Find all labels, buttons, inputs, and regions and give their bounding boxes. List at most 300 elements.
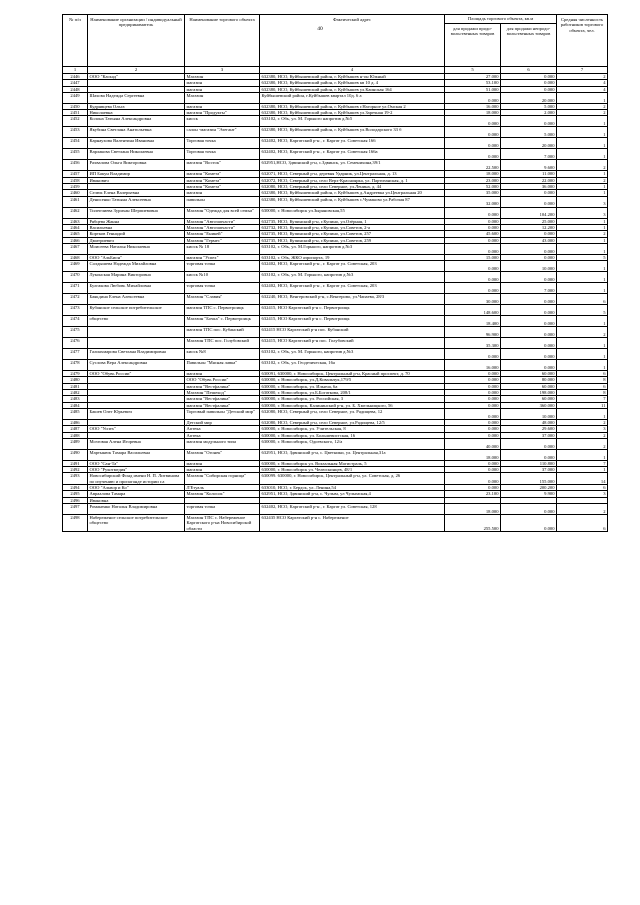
address-cell: 632732, НСО, Купинский р-н, г.Купино, ул.Советов, 2-а	[260, 224, 445, 230]
area-nonfood-cell: 9.600	[501, 160, 557, 171]
area-nonfood-cell: 0.000	[501, 294, 557, 305]
organization-cell: Моисеева Наталья Николаевна	[88, 243, 185, 254]
row-number: 2470	[63, 272, 88, 283]
address-cell: 630000, г. Новосибирск, ул.Б.Богаткова, 208/1	[260, 390, 445, 396]
staff-count-cell: 14	[557, 473, 608, 485]
area-food-cell: 53.100	[445, 80, 501, 86]
row-number: 2489	[63, 438, 88, 449]
row-number: 2465	[63, 231, 88, 237]
object-name-cell: магазин	[185, 467, 260, 473]
address-cell: 630000, г. Новосибирск ул.Зыряновская,55	[260, 207, 445, 218]
area-food-cell: 35.000	[445, 190, 501, 196]
area-food-cell: 0.000	[445, 432, 501, 438]
object-name-cell: Аптека	[185, 426, 260, 432]
object-name-cell: Магазин	[185, 92, 260, 103]
organization-cell: Луконская Марина Викторовна	[88, 272, 185, 283]
organization-cell: ООО "Каскад"	[88, 74, 185, 80]
address-cell: 632380, НСО, Куйбышевский район, г. Куйбышев кв 10 д. 4	[260, 80, 445, 86]
row-number: 2457	[63, 171, 88, 177]
staff-count-cell: 1	[557, 261, 608, 272]
organization-cell: Кубанское сельское потребительское	[88, 305, 185, 316]
header-area-food: для продажи продо-вольственных товаров	[445, 24, 501, 67]
object-name-cell: магазин модульного типа	[185, 438, 260, 449]
object-name-cell: магазин	[185, 371, 260, 377]
area-food-cell: 35.300	[445, 338, 501, 349]
staff-count-cell: 11	[557, 402, 608, 408]
area-food-cell: 51.000	[445, 86, 501, 92]
address-cell: 632951, НСО, Здвинский р-н, с. Чулым, ул Чулымская,4	[260, 491, 445, 497]
area-nonfood-cell: 0.000	[501, 243, 557, 254]
row-number: 2493	[63, 473, 88, 485]
area-food-cell: 18.000	[445, 110, 501, 116]
area-food-cell: 0.000	[445, 138, 501, 149]
organization-cell: Суслова Вера Александровна	[88, 360, 185, 371]
organization-cell: Дмитриевич	[88, 237, 185, 243]
staff-count-cell: 2	[557, 110, 608, 116]
staff-count-cell: 2	[557, 160, 608, 171]
address-cell: 632402, НСО, Каргатский р-н , г. Каргат ул. Советская, 128	[260, 503, 445, 514]
staff-count-cell: 1	[557, 218, 608, 224]
row-number: 2481	[63, 383, 88, 389]
area-nonfood-cell: 104.200	[501, 207, 557, 218]
column-number: 2	[88, 67, 185, 74]
address-cell: 632735, НСО, Купинский р-н, г.Купино, ул.Советов, 259	[260, 237, 445, 243]
object-name-cell: магазин "Вестфалика"	[185, 396, 260, 402]
area-food-cell: 0.000	[445, 419, 501, 425]
row-number: 2485	[63, 408, 88, 419]
table-row	[63, 408, 608, 419]
area-nonfood-cell: 60.000	[501, 396, 557, 402]
area-food-cell: 15.000	[445, 254, 501, 260]
staff-count-cell: 6	[557, 294, 608, 305]
area-food-cell: 0.000	[445, 390, 501, 396]
row-number: 2448	[63, 86, 88, 92]
organization-cell: Булгакова Любовь Михайловна	[88, 283, 185, 294]
area-food-cell: 0.000	[445, 218, 501, 224]
address-cell: 630000, г. Новосибирск, Калининский р-н, ул. Б. Хмельницкого, 56	[260, 402, 445, 408]
area-food-cell: 0.000	[445, 224, 501, 230]
area-food-cell: 0.000	[445, 261, 501, 272]
header-area-nonfood: для продажи непродо-вольственных товаров	[501, 24, 557, 67]
area-nonfood-cell: 0.000	[501, 514, 557, 531]
organization-cell: Якубина Светлана Анатольевна	[88, 127, 185, 138]
area-food-cell: 0.000	[445, 426, 501, 432]
column-number: 6	[501, 67, 557, 74]
object-name-cell: Магазин "Славия"	[185, 294, 260, 305]
organization-cell: Башев Олег Юрьевич	[88, 408, 185, 419]
table-row	[63, 349, 608, 360]
staff-count-cell: 2	[557, 438, 608, 449]
header-no: № п/п	[63, 15, 88, 67]
table-row	[63, 138, 608, 149]
row-number: 2453	[63, 127, 88, 138]
area-nonfood-cell: 0.000	[501, 360, 557, 371]
area-food-cell: 0.000	[445, 207, 501, 218]
area-nonfood-cell: 198.000	[501, 390, 557, 396]
area-nonfood-cell: 10.000	[501, 408, 557, 419]
row-number: 2469	[63, 261, 88, 272]
table-row	[63, 207, 608, 218]
address-cell: 633102, г. Обь, ул. М. Горького, напротив д.№3	[260, 272, 445, 283]
area-food-cell: 18.400	[445, 316, 501, 327]
organization-cell: Варлакова Светлана Николаевна	[88, 149, 185, 160]
area-nonfood-cell: 37.000	[501, 432, 557, 438]
area-nonfood-cell: 0.000	[501, 338, 557, 349]
staff-count-cell: 1	[557, 138, 608, 149]
area-nonfood-cell: 0.000	[501, 80, 557, 86]
organization-cell: Солдышева Надежда Михайловна	[88, 261, 185, 272]
object-name-cell: Магазин "Бочка" с. Первотроицк	[185, 316, 260, 327]
row-number: 2480	[63, 377, 88, 383]
address-cell: 632380, НСО, Куйбышевский район, г. Куйбышев ул.Каинская 164	[260, 86, 445, 92]
area-food-cell: 0.000	[445, 473, 501, 485]
organization-cell: Тилепчиева Зурихан Шерпиевовна	[88, 207, 185, 218]
row-number: 2464	[63, 224, 88, 230]
area-food-cell: 0.000	[445, 149, 501, 160]
address-cell: 632735, НСО, Купинский р-н, г.Купино, ул.Озёрная, 1	[260, 218, 445, 224]
table-row	[63, 149, 608, 160]
object-name-cell: Магазин "Еникей"	[185, 231, 260, 237]
object-name-cell: Магазин "Огонек"	[185, 449, 260, 460]
page-number: 40	[317, 26, 323, 32]
address-cell: 632415 НСО Каргатский р-н пос. Кубанский	[260, 327, 445, 338]
staff-count-cell: 2	[557, 74, 608, 80]
area-food-cell: 16.000	[445, 360, 501, 371]
address-cell: 632402, НСО, Каргатский р-н , г. Каргат ул. Советская 166а	[260, 149, 445, 160]
address-cell: 633102, г. Обь, ул. Геодезическая, 16а	[260, 360, 445, 371]
area-nonfood-cell: 0.000	[501, 272, 557, 283]
organization-cell: Мартынюк Тамара Васильевна	[88, 449, 185, 460]
area-food-cell: 0.000	[445, 377, 501, 383]
area-nonfood-cell: 155.000	[501, 473, 557, 485]
staff-count-cell: 8	[557, 390, 608, 396]
staff-count-cell: 3	[557, 207, 608, 218]
address-cell: 632380, НСО, Куйбышевский район, г. Куйбышев г.Нагорное ул.Омская 2	[260, 103, 445, 109]
header-organization: Наименование организации / индивидуальный предприниматель	[88, 15, 185, 67]
address-cell: 630000, г. Новосибирск ул. Челюскинцев, 48/1	[260, 467, 445, 473]
staff-count-cell: 2	[557, 432, 608, 438]
object-name-cell: Магазин ТПС с. Набереженое Каргатского р-на Новосибирской области	[185, 514, 260, 531]
object-name-cell: киоск № 18	[185, 243, 260, 254]
object-name-cell: Л'Етуаль	[185, 485, 260, 491]
object-name-cell: магазин "Комета"	[185, 177, 260, 183]
area-food-cell: 0.000	[445, 371, 501, 377]
address-cell: 632402, НСО, Каргатский р-н , г. Каргат ул. Советская, 203	[260, 283, 445, 294]
staff-count-cell: 1	[557, 184, 608, 190]
organization-cell: Ивановна	[88, 497, 185, 503]
address-cell: 632080, НСО, Северный р-н, село Северное, ул.Ленина, д. 44	[260, 184, 445, 190]
row-number: 2477	[63, 349, 88, 360]
row-number: 2472	[63, 294, 88, 305]
column-number: 4	[260, 67, 445, 74]
row-number: 2497	[63, 503, 88, 514]
table-row	[63, 160, 608, 171]
table-row	[63, 514, 608, 531]
row-number: 2486	[63, 419, 88, 425]
staff-count-cell: 4	[557, 80, 608, 86]
address-cell: 632380, НСО, Куйбышевский район, г. Куйбышев д.Андреевка ул.Центральная 20	[260, 190, 445, 196]
address-cell: 630000, г. Новосибирск, ул. Учительская, 8	[260, 426, 445, 432]
row-number: 2471	[63, 283, 88, 294]
staff-count-cell: 1	[557, 408, 608, 419]
row-number: 2458	[63, 177, 88, 183]
object-name-cell: Магазин "Гермес"	[185, 237, 260, 243]
staff-count-cell: 2	[557, 177, 608, 183]
staff-count-cell: 1	[557, 116, 608, 127]
organization-cell: ООО "Успех"	[88, 426, 185, 432]
staff-count-cell: 7	[557, 460, 608, 466]
staff-count-cell: 2	[557, 231, 608, 237]
organization-cell: Баякдина Елена Алексеевна	[88, 294, 185, 305]
area-food-cell: 255.500	[445, 514, 501, 531]
table-row	[63, 196, 608, 207]
address-cell: 632080, НСО, Северный р-н, село Северное, ул. Радищева, 12	[260, 408, 445, 419]
area-food-cell: 0.000	[445, 402, 501, 408]
trade-objects-table	[62, 14, 608, 532]
organization-cell: Кортков Геннадий	[88, 231, 185, 237]
staff-count-cell: 1	[557, 237, 608, 243]
area-nonfood-cell: 0.000	[501, 86, 557, 92]
object-name-cell: Магазин "Автозапчасти"	[185, 224, 260, 230]
table-row	[63, 449, 608, 460]
area-food-cell: 0.000	[445, 237, 501, 243]
area-nonfood-cell: 0.000	[501, 196, 557, 207]
address-cell: 630000, г. Новосибирск, ул. Российская, 3	[260, 396, 445, 402]
area-food-cell: 52.000	[445, 184, 501, 190]
row-number: 2466	[63, 237, 88, 243]
staff-count-cell: 1	[557, 224, 608, 230]
table-row	[63, 360, 608, 371]
staff-count-cell: 1	[557, 171, 608, 177]
staff-count-cell: 1	[557, 338, 608, 349]
row-number: 2446	[63, 74, 88, 80]
area-nonfood-cell: 0.000	[501, 449, 557, 460]
column-number: 5	[445, 67, 501, 74]
area-food-cell: 0.000	[445, 467, 501, 473]
area-food-cell: 16.000	[445, 103, 501, 109]
table-row	[63, 92, 608, 103]
table-row	[63, 294, 608, 305]
area-food-cell: 0.000	[445, 383, 501, 389]
address-cell: Куйбышевский район, г.Куйбышев квартал 10д. 6 а	[260, 92, 445, 103]
area-food-cell: 18.000	[445, 503, 501, 514]
organization-cell: Колона Татьяна Александровна	[88, 116, 185, 127]
address-cell: 632415, НСО Каргатский р-н с. Первотроицк	[260, 305, 445, 316]
area-nonfood-cell: 110.800	[501, 460, 557, 466]
address-cell: 633102, г. Обь, ул. М. Горького напротив д.№5	[260, 116, 445, 127]
staff-count-cell: 1	[557, 272, 608, 283]
area-nonfood-cell: 360.000	[501, 402, 557, 408]
row-number: 2498	[63, 514, 88, 531]
area-nonfood-cell: 20.000	[501, 92, 557, 103]
object-name-cell: магазин "Вестфалика"	[185, 383, 260, 389]
address-cell: 630000, г. Новосибирск ул. Вокзальная Магистраль, 5	[260, 460, 445, 466]
area-nonfood-cell: 0.000	[501, 116, 557, 127]
area-nonfood-cell: 10.000	[501, 261, 557, 272]
object-name-cell: Павильон "Мясная лавка"	[185, 360, 260, 371]
object-name-cell: Магазин "Одежда для всей семьи"	[185, 207, 260, 218]
address-cell: 633102, г. Обь, ЖКО аэропорта, 19	[260, 254, 445, 260]
organization-cell: Новосибирский Фонд имени Н. П. Литвинова по изучению и пропаганде истории г.а	[88, 473, 185, 485]
area-nonfood-cell: 60.000	[501, 383, 557, 389]
row-number: 2488	[63, 432, 88, 438]
organization-cell	[88, 338, 185, 349]
area-food-cell: 30.000	[445, 294, 501, 305]
staff-count-cell: 7	[557, 396, 608, 402]
organization-cell: ООО "Рукотмедия"	[88, 467, 185, 473]
row-number: 2474	[63, 316, 88, 327]
row-number: 2490	[63, 449, 88, 460]
row-number: 2468	[63, 254, 88, 260]
object-name-cell: салон -магазин "Элегант"	[185, 127, 260, 138]
area-food-cell: 0.000	[445, 92, 501, 103]
address-cell: 632072, НСО, Северный р-н, село Верх-Красноярка, ул. Партизанская, д. 1	[260, 177, 445, 183]
area-food-cell: 45.600	[445, 231, 501, 237]
row-number: 2461	[63, 196, 88, 207]
area-nonfood-cell: 48.000	[501, 419, 557, 425]
row-number: 2459	[63, 184, 88, 190]
staff-count-cell: 5	[557, 254, 608, 260]
area-nonfood-cell: 0.000	[501, 438, 557, 449]
object-name-cell: торговая точка	[185, 283, 260, 294]
staff-count-cell: 1	[557, 467, 608, 473]
address-cell: 632435 НСО Каргатский р-н с. Набереженое	[260, 514, 445, 531]
table-row	[63, 283, 608, 294]
area-nonfood-cell: 5.000	[501, 127, 557, 138]
object-name-cell: магазин "Комета"	[185, 171, 260, 177]
object-name-cell: магазин "Восток"	[185, 160, 260, 171]
area-food-cell: 40.000	[445, 438, 501, 449]
table-row	[63, 438, 608, 449]
object-name-cell: Магазин ТПС пос. Голубовский	[185, 338, 260, 349]
object-name-cell: Магазин "Пешеход"	[185, 390, 260, 396]
organization-cell: ООО "Сан-Та"	[88, 460, 185, 466]
table-row	[63, 305, 608, 316]
area-nonfood-cell: 0.000	[501, 231, 557, 237]
address-cell: 632071, НСО, Северный р-н, деревня Ударник, ул.Центральная, д. 13	[260, 171, 445, 177]
organization-cell: Карнаухова Валентина Ивановна	[88, 138, 185, 149]
staff-count-cell: 2	[557, 503, 608, 514]
staff-count-cell: 8	[557, 377, 608, 383]
row-number: 2482	[63, 390, 88, 396]
object-name-cell: ООО "Обувь России"	[185, 377, 260, 383]
row-number: 2476	[63, 338, 88, 349]
staff-count-cell: 6	[557, 485, 608, 491]
staff-count-cell: 1	[557, 316, 608, 327]
row-number: 2450	[63, 103, 88, 109]
row-number: 2484	[63, 402, 88, 408]
area-nonfood-cell: 9.900	[501, 491, 557, 497]
area-nonfood-cell: 37.000	[501, 467, 557, 473]
row-number: 2456	[63, 160, 88, 171]
row-number: 2451	[63, 110, 88, 116]
area-nonfood-cell: 0.000	[501, 305, 557, 316]
object-name-cell: киоск №8	[185, 349, 260, 360]
address-cell: 630000, г. Новосибирск, Одоевского, 12/а	[260, 438, 445, 449]
object-name-cell: магазин "Комета"	[185, 184, 260, 190]
area-nonfood-cell: 7.000	[501, 149, 557, 160]
organization-cell: ООО "АльБион"	[88, 254, 185, 260]
table-row	[63, 127, 608, 138]
area-nonfood-cell: 200.200	[501, 485, 557, 491]
organization-cell	[88, 327, 185, 338]
area-nonfood-cell: 0.000	[501, 74, 557, 80]
object-name-cell: киоск №10	[185, 272, 260, 283]
row-number: 2495	[63, 491, 88, 497]
object-name-cell: магазин "Продукты"	[185, 110, 260, 116]
object-name-cell: магазин	[185, 460, 260, 466]
organization-cell: Иванович	[88, 177, 185, 183]
area-food-cell: 96.900	[445, 327, 501, 338]
object-name-cell: магазин	[185, 103, 260, 109]
object-name-cell: магазин	[185, 80, 260, 86]
object-name-cell: магазин ТПС пос. Кубанский	[185, 327, 260, 338]
header-object-name: Наименование торгового объекта	[185, 15, 260, 67]
address-cell: 632380, НСО, Куйбышевский район, г. Куйбышев ул.Володарского 33 б	[260, 127, 445, 138]
area-nonfood-cell: 0.000	[501, 316, 557, 327]
staff-count-cell: 6	[557, 371, 608, 377]
staff-count-cell: 3	[557, 491, 608, 497]
row-number: 2473	[63, 305, 88, 316]
staff-count-cell: 1	[557, 127, 608, 138]
area-food-cell: 27.000	[445, 74, 501, 80]
table-row	[63, 473, 608, 485]
object-name-cell: магазин "Успех"	[185, 254, 260, 260]
area-food-cell: 18.000	[445, 171, 501, 177]
area-nonfood-cell: 25.000	[501, 218, 557, 224]
row-number: 2478	[63, 360, 88, 371]
organization-cell: Кудрявцева Ольга	[88, 103, 185, 109]
table-row	[63, 116, 608, 127]
column-number: 1	[63, 67, 88, 74]
address-cell: 632951, НСО, Здвинский р-н, с. Цветники, ул. Центральная,31а	[260, 449, 445, 460]
area-nonfood-cell: 20.000	[501, 138, 557, 149]
area-food-cell: 0.000	[445, 116, 501, 127]
organization-cell: Селюк Елена Валерьевна	[88, 190, 185, 196]
area-food-cell: 0.000	[445, 396, 501, 402]
organization-cell: Николаевна	[88, 110, 185, 116]
area-food-cell: 0.000	[445, 127, 501, 138]
area-food-cell: 18.000	[445, 449, 501, 460]
organization-cell: Шахова Надежда Сергеевна	[88, 92, 185, 103]
area-nonfood-cell: 0.000	[501, 503, 557, 514]
area-nonfood-cell: 7.000	[501, 283, 557, 294]
object-name-cell: торговая точка	[185, 261, 260, 272]
object-name-cell: Магазин "Автозапчасти"	[185, 218, 260, 224]
object-name-cell: Магазин	[185, 74, 260, 80]
address-cell: 632735, НСО, Купинский р-н, г.Купино, ул.Советов, 257	[260, 231, 445, 237]
object-name-cell: Детский мир	[185, 419, 260, 425]
area-food-cell: 0.000	[445, 408, 501, 419]
organization-cell: Денисенко Татьяна Алексеевна	[88, 196, 185, 207]
header-staff: Средняя численность работников торгового объекта, чел.	[557, 15, 608, 67]
table-row	[63, 261, 608, 272]
row-number: 2447	[63, 80, 88, 86]
row-number: 2449	[63, 92, 88, 103]
area-nonfood-cell: 0.000	[501, 327, 557, 338]
column-number: 3	[185, 67, 260, 74]
row-number: 2467	[63, 243, 88, 254]
object-name-cell: Торговая точка	[185, 149, 260, 160]
area-nonfood-cell: 5.000	[501, 103, 557, 109]
row-number: 2487	[63, 426, 88, 432]
address-cell: 632380, НСО, Куйбышевский район, г. Куйбышев ул.Заречная 19-2	[260, 110, 445, 116]
address-cell: 632080, НСО, Северный р-н, село Северное, ул.Радищева, 12/5	[260, 419, 445, 425]
staff-count-cell: 2	[557, 419, 608, 425]
staff-count-cell: 2	[557, 327, 608, 338]
organization-cell: Рябцева Жанна	[88, 218, 185, 224]
table-row	[63, 503, 608, 514]
